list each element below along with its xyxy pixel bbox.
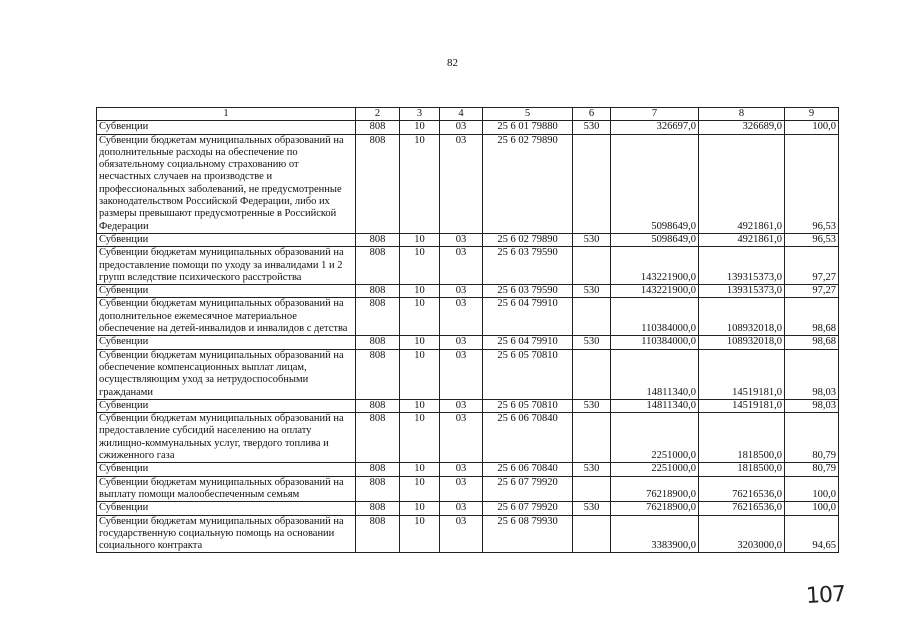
row-col-5: 25 6 02 79890 (483, 134, 573, 233)
row-col-8: 326689,0 (699, 121, 785, 134)
row-col-6: 530 (573, 121, 611, 134)
row-name: Субвенции (97, 233, 356, 246)
row-col-9: 98,68 (785, 336, 839, 349)
row-col-3: 10 (400, 413, 440, 463)
table-row (97, 515, 839, 553)
row-col-3: 10 (400, 285, 440, 298)
row-col-5: 25 6 03 79590 (483, 285, 573, 298)
row-col-3: 10 (400, 476, 440, 502)
row-col-6: 530 (573, 463, 611, 476)
row-col-2: 808 (356, 247, 400, 285)
row-col-8: 1818500,0 (699, 413, 785, 463)
row-col-6: 530 (573, 336, 611, 349)
row-col-6 (573, 413, 611, 463)
row-col-3: 10 (400, 399, 440, 412)
row-name: Субвенции бюджетам муниципальных образований на предоставление помощи по уходу за инвалидами 1 и 2 групп вследствие психического расстройства (97, 247, 356, 285)
row-col-3: 10 (400, 121, 440, 134)
row-col-9: 100,0 (785, 476, 839, 502)
row-col-2: 808 (356, 413, 400, 463)
row-col-3: 10 (400, 515, 440, 553)
row-col-9: 80,79 (785, 413, 839, 463)
column-header: 7 (611, 108, 699, 121)
row-col-8: 139315373,0 (699, 285, 785, 298)
row-col-5: 25 6 07 79920 (483, 502, 573, 515)
row-col-8: 76216536,0 (699, 502, 785, 515)
row-col-9: 98,03 (785, 399, 839, 412)
header-row (97, 108, 839, 121)
row-col-2: 808 (356, 298, 400, 336)
row-col-7: 5098649,0 (611, 134, 699, 233)
row-col-5: 25 6 07 79920 (483, 476, 573, 502)
row-col-4: 03 (440, 233, 483, 246)
row-col-2: 808 (356, 121, 400, 134)
row-col-8: 76216536,0 (699, 476, 785, 502)
row-col-2: 808 (356, 463, 400, 476)
row-col-2: 808 (356, 515, 400, 553)
row-col-7: 76218900,0 (611, 502, 699, 515)
row-col-2: 808 (356, 349, 400, 399)
table-row (97, 476, 839, 502)
row-col-5: 25 6 01 79880 (483, 121, 573, 134)
row-col-7: 110384000,0 (611, 298, 699, 336)
row-name: Субвенции бюджетам муниципальных образований на выплату помощи малообеспеченным семьям (97, 476, 356, 502)
row-col-4: 03 (440, 298, 483, 336)
row-col-2: 808 (356, 476, 400, 502)
row-col-4: 03 (440, 121, 483, 134)
column-header: 1 (97, 108, 356, 121)
row-col-6 (573, 134, 611, 233)
row-col-4: 03 (440, 515, 483, 553)
row-col-4: 03 (440, 247, 483, 285)
column-header: 2 (356, 108, 400, 121)
row-col-7: 3383900,0 (611, 515, 699, 553)
row-col-4: 03 (440, 336, 483, 349)
row-col-4: 03 (440, 285, 483, 298)
row-col-8: 4921861,0 (699, 134, 785, 233)
row-col-7: 76218900,0 (611, 476, 699, 502)
row-col-4: 03 (440, 349, 483, 399)
table-body (97, 121, 839, 553)
table-row (97, 298, 839, 336)
row-col-5: 25 6 08 79930 (483, 515, 573, 553)
row-col-4: 03 (440, 413, 483, 463)
table-row (97, 502, 839, 515)
column-header: 9 (785, 108, 839, 121)
row-col-2: 808 (356, 233, 400, 246)
row-col-6 (573, 515, 611, 553)
table-row (97, 413, 839, 463)
column-header: 5 (483, 108, 573, 121)
row-col-6: 530 (573, 285, 611, 298)
table-row (97, 285, 839, 298)
row-col-7: 2251000,0 (611, 463, 699, 476)
row-col-3: 10 (400, 233, 440, 246)
row-col-4: 03 (440, 463, 483, 476)
row-col-8: 3203000,0 (699, 515, 785, 553)
column-header: 4 (440, 108, 483, 121)
row-col-8: 14519181,0 (699, 349, 785, 399)
row-name: Субвенции бюджетам муниципальных образований на государственную социальную помощь на основании социального контракта (97, 515, 356, 553)
table-row (97, 134, 839, 233)
row-col-2: 808 (356, 134, 400, 233)
row-col-3: 10 (400, 349, 440, 399)
row-col-6: 530 (573, 399, 611, 412)
table-row (97, 247, 839, 285)
row-col-6: 530 (573, 502, 611, 515)
row-col-9: 97,27 (785, 285, 839, 298)
row-col-6 (573, 349, 611, 399)
row-name: Субвенции бюджетам муниципальных образований на дополнительное ежемесячное материальное обеспечение на детей-инвалидов и инвалидов с детства (97, 298, 356, 336)
row-col-5: 25 6 04 79910 (483, 298, 573, 336)
row-col-3: 10 (400, 247, 440, 285)
row-col-6 (573, 247, 611, 285)
row-col-4: 03 (440, 399, 483, 412)
row-col-2: 808 (356, 399, 400, 412)
row-col-9: 94,65 (785, 515, 839, 553)
row-col-9: 100,0 (785, 121, 839, 134)
column-header: 8 (699, 108, 785, 121)
row-col-9: 98,03 (785, 349, 839, 399)
handwritten-page-number: 107 (805, 581, 846, 610)
table-row (97, 349, 839, 399)
row-col-9: 96,53 (785, 233, 839, 246)
row-col-8: 4921861,0 (699, 233, 785, 246)
row-col-4: 03 (440, 476, 483, 502)
table-row (97, 399, 839, 412)
row-name: Субвенции (97, 285, 356, 298)
row-col-3: 10 (400, 336, 440, 349)
row-col-9: 96,53 (785, 134, 839, 233)
row-col-7: 326697,0 (611, 121, 699, 134)
row-col-9: 97,27 (785, 247, 839, 285)
row-col-3: 10 (400, 463, 440, 476)
row-name: Субвенции бюджетам муниципальных образований на предоставление субсидий населению на оплату жилищно-коммунальных услуг, твердого топлива и сжиженного газа (97, 413, 356, 463)
row-col-6: 530 (573, 233, 611, 246)
row-col-9: 98,68 (785, 298, 839, 336)
row-col-4: 03 (440, 502, 483, 515)
row-col-7: 5098649,0 (611, 233, 699, 246)
page-number: 82 (447, 57, 458, 69)
row-col-5: 25 6 06 70840 (483, 413, 573, 463)
row-col-8: 108932018,0 (699, 336, 785, 349)
row-col-3: 10 (400, 298, 440, 336)
row-col-7: 14811340,0 (611, 399, 699, 412)
row-col-5: 25 6 02 79890 (483, 233, 573, 246)
row-name: Субвенции (97, 463, 356, 476)
row-col-7: 143221900,0 (611, 285, 699, 298)
row-col-3: 10 (400, 502, 440, 515)
row-col-6 (573, 476, 611, 502)
row-col-5: 25 6 05 70810 (483, 399, 573, 412)
row-col-5: 25 6 06 70840 (483, 463, 573, 476)
row-col-5: 25 6 05 70810 (483, 349, 573, 399)
row-col-7: 143221900,0 (611, 247, 699, 285)
row-col-2: 808 (356, 336, 400, 349)
row-col-7: 14811340,0 (611, 349, 699, 399)
row-col-8: 108932018,0 (699, 298, 785, 336)
column-header: 6 (573, 108, 611, 121)
row-col-8: 139315373,0 (699, 247, 785, 285)
row-name: Субвенции (97, 399, 356, 412)
row-col-7: 110384000,0 (611, 336, 699, 349)
table-row (97, 336, 839, 349)
table-row (97, 463, 839, 476)
row-col-2: 808 (356, 502, 400, 515)
row-col-8: 14519181,0 (699, 399, 785, 412)
row-name: Субвенции бюджетам муниципальных образований на обеспечение компенсационных выплат лицам, осуществляющим уход за нетрудоспособными гражданами (97, 349, 356, 399)
row-name: Субвенции (97, 502, 356, 515)
row-name: Субвенции (97, 336, 356, 349)
row-col-9: 80,79 (785, 463, 839, 476)
row-col-9: 100,0 (785, 502, 839, 515)
row-name: Субвенции (97, 121, 356, 134)
row-col-8: 1818500,0 (699, 463, 785, 476)
row-col-4: 03 (440, 134, 483, 233)
row-name: Субвенции бюджетам муниципальных образований на дополнительные расходы на обеспечение по обязательному социальному страхованию от несчастных случаев на производстве и профессиональных заболеваний, не предусмотренные законодательством Российской Федерации, либо их размеры превышают предусмотренные в Российской Федерации (97, 134, 356, 233)
table-row (97, 121, 839, 134)
row-col-7: 2251000,0 (611, 413, 699, 463)
row-col-5: 25 6 04 79910 (483, 336, 573, 349)
row-col-2: 808 (356, 285, 400, 298)
row-col-6 (573, 298, 611, 336)
column-header: 3 (400, 108, 440, 121)
row-col-5: 25 6 03 79590 (483, 247, 573, 285)
row-col-3: 10 (400, 134, 440, 233)
budget-table (96, 107, 839, 553)
table-row (97, 233, 839, 246)
